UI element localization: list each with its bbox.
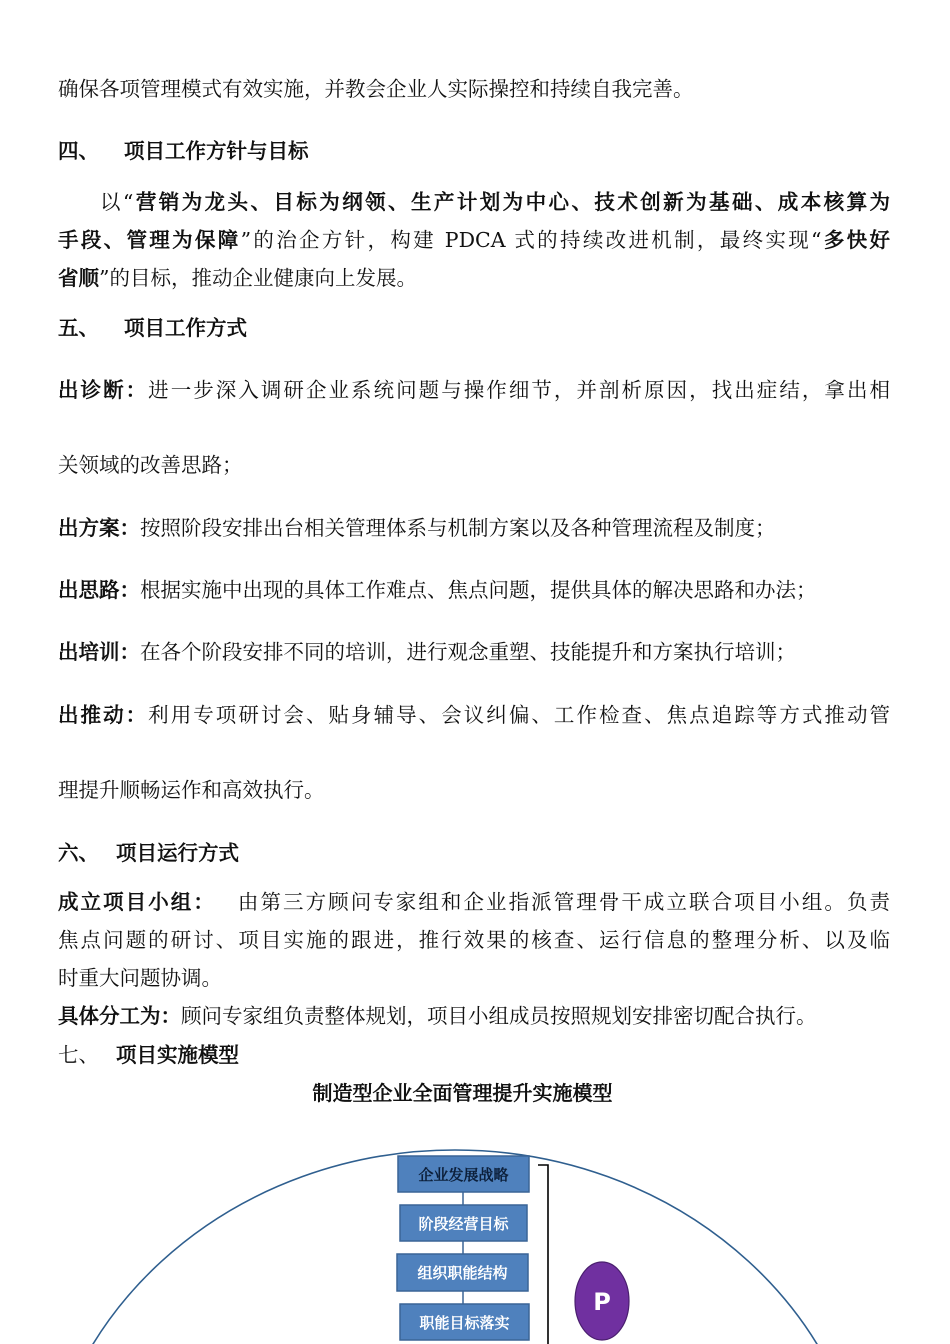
bold-text: 多快好 [821, 228, 890, 252]
diagram-box [400, 1304, 529, 1340]
justified-line [58, 696, 890, 734]
section-title: 项目工作方式 [124, 316, 247, 340]
bold-label: 成立项目小组： [58, 890, 216, 914]
item-label: 出思路： [58, 578, 140, 602]
box-label: 组织职能结构 [417, 1264, 508, 1282]
diagram-title: 制造型企业全面管理提升实施模型 [312, 1081, 613, 1105]
plain-text: 由第三方顾问专家组和企业指派管理骨干成立联合项目小组。负责 [237, 890, 891, 914]
justified-line [58, 883, 890, 921]
item-label: 出培训： [58, 640, 140, 664]
section-title: 项目实施模型 [116, 1043, 239, 1067]
list-item-continued: 理提升顺畅运作和高效执行。 [58, 778, 325, 802]
plain-text: ”的治企方针，构建 PDCA 式的持续改进机制，最终实现“ [240, 228, 822, 252]
bold-label: 具体分工为： [58, 1004, 181, 1028]
diagram-box [398, 1156, 529, 1192]
item-text: 按照阶段安排出台相关管理体系与机制方案以及各种管理流程及制度； [140, 516, 776, 540]
list-item [58, 633, 796, 671]
item-label: 出推动： [58, 703, 149, 727]
justified-line: 焦点问题的研讨、项目实施的跟进，推行效果的核查、运行信息的整理分析、以及临 [58, 928, 890, 952]
paragraph-line [58, 259, 417, 297]
phase-p-circle [575, 1262, 629, 1340]
diagram-box [397, 1254, 528, 1291]
quote-open: 以“ [100, 190, 134, 214]
paragraph-line: 时重大问题协调。 [58, 966, 222, 990]
list-item [58, 571, 817, 609]
list-item-continued: 关领域的改善思路； [58, 453, 243, 477]
bold-text: 手段、管理为保障 [58, 228, 241, 252]
section-title: 项目运行方式 [116, 841, 239, 865]
item-text: 在各个阶段安排不同的培训，进行观念重塑、技能提升和方案执行培训； [140, 640, 796, 664]
section-heading [58, 834, 239, 872]
plain-text: 顾问专家组负责整体规划，项目小组成员按照规划安排密切配合执行。 [181, 1004, 817, 1028]
bracket [538, 1165, 548, 1344]
section-heading [58, 132, 309, 170]
box-label: 阶段经营目标 [418, 1215, 509, 1233]
paragraph-line [58, 183, 890, 221]
justified-line [58, 221, 890, 259]
list-item [58, 696, 890, 734]
box-label: 职能目标落实 [419, 1314, 510, 1332]
circle-label: P [593, 1288, 611, 1316]
paragraph-line [58, 997, 817, 1035]
item-text: 利用专项研讨会、贴身辅导、会议纠偏、工作检查、焦点追踪等方式推动管 [148, 703, 891, 727]
section-number: 六、 [58, 841, 99, 865]
box-label: 企业发展战略 [418, 1166, 509, 1184]
section-title: 项目工作方针与目标 [124, 139, 309, 163]
item-label: 出方案： [58, 516, 140, 540]
justified-line [58, 183, 890, 221]
section-number: 七、 [58, 1043, 99, 1067]
item-text: 进一步深入调研企业系统问题与操作细节，并剖析原因，找出症结，拿出相 [148, 378, 891, 402]
bold-text: 营销为龙头、目标为纲领、生产计划为中心、技术创新为基础、成本核算为 [133, 190, 891, 214]
paragraph-line [58, 921, 890, 959]
text-line: 确保各项管理模式有效实施，并教会企业人实际操控和持续自我完善。 [58, 77, 694, 101]
justified-line [58, 371, 890, 409]
paragraph-line [58, 221, 890, 259]
section-number: 五、 [58, 316, 99, 340]
section-heading [58, 1036, 239, 1074]
bold-text: 省顺 [58, 266, 99, 290]
list-item [58, 509, 776, 547]
list-item [58, 371, 890, 409]
section-number: 四、 [58, 139, 99, 163]
implementation-model-diagram [0, 1130, 950, 1344]
diagram-box [400, 1205, 527, 1241]
paragraph-line [58, 883, 890, 921]
item-text: 根据实施中出现的具体工作难点、焦点问题，提供具体的解决思路和办法； [140, 578, 817, 602]
section-heading [58, 309, 247, 347]
item-label: 出诊断： [58, 378, 149, 402]
plain-text: ”的目标，推动企业健康向上发展。 [99, 266, 417, 290]
